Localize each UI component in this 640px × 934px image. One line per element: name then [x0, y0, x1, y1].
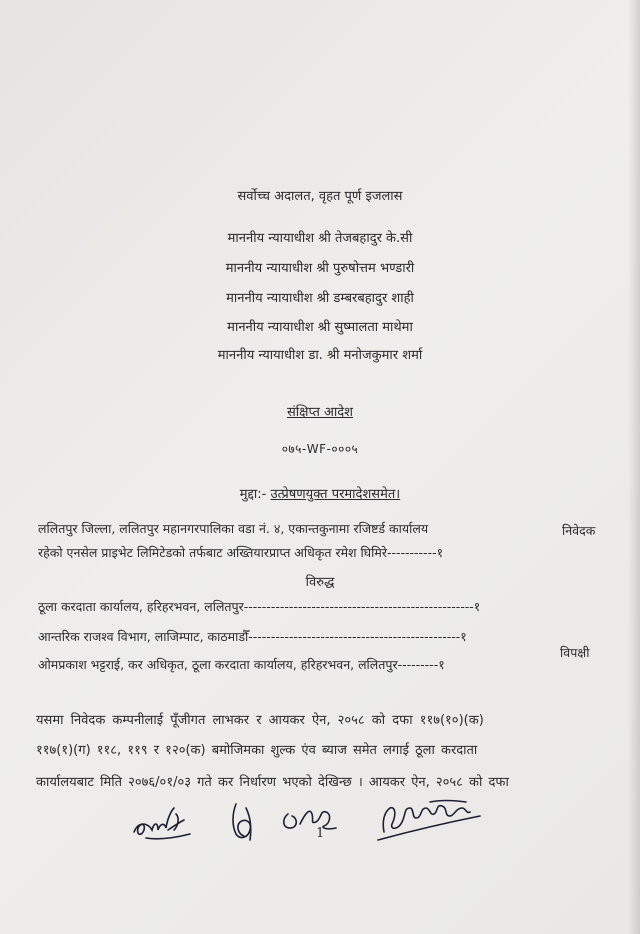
- body-line: ११७(१)(ग) ११८, ११९ र १२०(क) बमोजिमका शुल्क एंव ब्याज समेत लगाई ठूला करदाता: [36, 743, 478, 758]
- justice-name: माननीय न्यायाधीश डा. श्री मनोजकुमार शर्मा: [217, 348, 423, 363]
- signature-3: [276, 800, 346, 836]
- page-number: 1: [316, 826, 325, 841]
- page-edge-shadow: [628, 0, 640, 934]
- versus-heading: विरुद्ध: [305, 575, 335, 590]
- justice-name: माननीय न्यायाधीश श्री सुष्मालता माथेमा: [227, 320, 413, 335]
- respondent-label: विपक्षी: [560, 645, 590, 660]
- petitioner-line: रहेको एनसेल प्राइभेट लिमिटेडको तर्फबाट अख्तियारप्राप्त अधिकृत रमेश घिमिरे-----------१: [38, 545, 444, 560]
- respondent-line: ओमप्रकाश भट्टराई, कर अधिकृत, ठूला करदाता कार्यालय, हरिहरभवन, ललितपुर---------१: [38, 657, 445, 672]
- order-title: संक्षिप्त आदेश: [286, 405, 354, 420]
- case-subject-label: मुद्दा:-: [239, 487, 267, 502]
- signature-4: [370, 796, 488, 848]
- case-number: ०७५-WF-०००५: [281, 442, 359, 456]
- body-line: कार्यालयबाट मिति २०७६/०१/०३ गते कर निर्धारण भएको देखिन्छ । आयकर ऐन, २०५८ को दफा: [36, 775, 509, 790]
- signature-2: [226, 796, 262, 848]
- justice-name: माननीय न्यायाधीश श्री तेजबहादुर के.सी: [227, 231, 413, 246]
- case-subject-text: उत्प्रेषणयुक्त परमादेशसमेत।: [270, 487, 401, 502]
- case-subject: [0, 484, 640, 502]
- petitioner-label: निवेदक: [562, 523, 596, 538]
- body-line: यसमा निवेदक कम्पनीलाई पूँजीगत लाभकर र आयकर ऐन, २०५८ को दफा ११७(१०)(क): [36, 713, 484, 728]
- signature-1: [128, 800, 196, 846]
- justice-name: माननीय न्यायाधीश श्री पुरुषोत्तम भण्डारी: [225, 261, 415, 276]
- petitioner-line: ललितपुर जिल्ला, ललितपुर महानगरपालिका वडा नं. ४, एकान्तकुनामा रजिष्टर्ड कार्यालय: [38, 521, 429, 536]
- court-header: सर्वोच्च अदालत, वृहत पूर्ण इजलास: [237, 189, 403, 204]
- respondent-line: आन्तरिक राजश्व विभाग, लाजिम्पाट, काठमाडौँ-----------------------------------------------१: [38, 629, 467, 644]
- respondent-line: ठूला करदाता कार्यालय, हरिहरभवन, ललितपुर---------------------------------------------------१: [38, 599, 481, 614]
- justice-name: माननीय न्यायाधीश श्री डम्बरबहादुर शाही: [226, 291, 414, 306]
